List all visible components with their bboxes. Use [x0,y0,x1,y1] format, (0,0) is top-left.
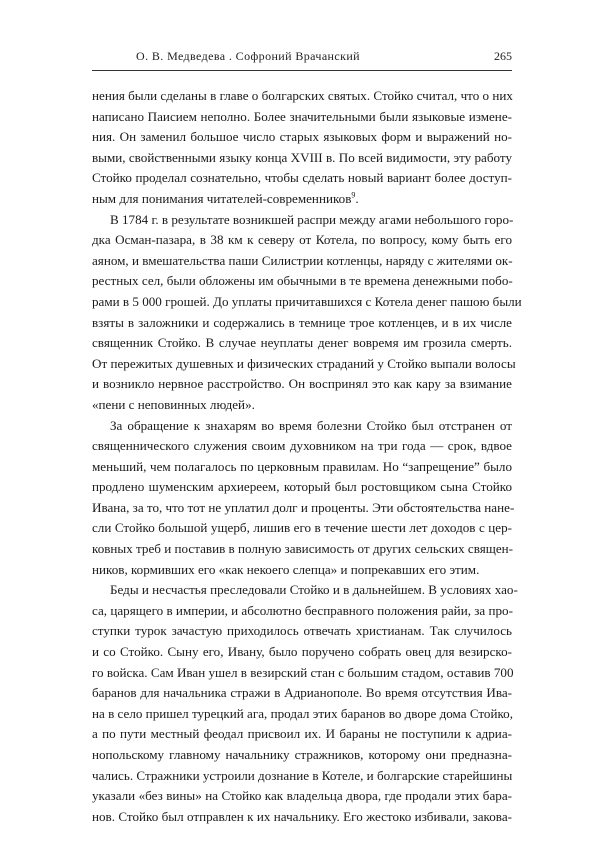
text-line: выми, свойственными языку конца XVIII в. По всей видимости, эту работу [92,149,512,165]
running-title: О. В. Медведева . Софроний Врачанский [136,49,360,63]
sentence-end: . [355,190,359,206]
text-line: ния. Он заменил большое число старых языковых форм и выражений но- [92,129,512,145]
text-line: сли Стойко большой ущерб, лишив его в течение шести лет доходов с цер- [92,520,512,536]
text-line: От пережитых душевных и физических страданий у Стойко выпали волосы [92,355,516,371]
text-line: са, царящего в империи, и абсолютно бесправного положения райи, за про- [92,602,513,618]
text-line: а по пути местный феодал присвоил их. И бараны не поступили к адриа- [92,726,512,742]
text-line: и возникло нервное расстройство. Он воспринял это как кару за взимание [92,376,512,392]
text-line: дка Осман-пазара, в 38 км к северу от Котела, по вопросу, кому быть его [92,232,512,248]
text-line: За обращение к знахарям во время болезни Стойко был отстранен от [110,417,512,433]
text-line: Беды и несчастья преследовали Стойко и в дальнейшем. В условиях хао- [110,582,518,598]
text-line: нения были сделаны в главе о болгарских святых. Стойко считал, что о них [92,88,513,103]
body-text [92,86,522,827]
text-line: «пени с неповинных людей». [92,396,255,412]
text-line: ковных треб и поставив в полную зависимость от других сельских священ- [92,541,513,557]
text-line: аяном, и вмешательства паши Силистрии котленцы, наряду с жителями ок- [92,252,513,268]
text-line: написано Паисием неполно. Более значительными были языковые изменe- [92,108,512,124]
text-line: рами в 5 000 грошей. До уплаты причитавшихся с Котела денег пашою были [92,293,522,309]
paragraph [92,86,512,210]
header-rule [92,70,512,71]
text-line: баранов для начальника стражи в Адрианополе. Во время отсутствия Ива- [92,685,512,701]
text-line: продлено шуменским архиереем, который был ростовщиком сына Стойко [92,479,512,495]
page-number: 265 [494,49,512,63]
running-header [92,44,512,72]
text-line: рестных сел, были обложены им обычными в те времена денежными побо- [92,273,513,289]
text-line: ступки турок зачастую приходилось отвечать христианам. Так случилось [92,623,512,639]
footnote-marker[interactable]: 9 [351,190,356,200]
text-line: чались. Стражники устроили дознание в Котеле, и болгарские старейшины [92,767,513,783]
text-line: го войска. Сам Иван ушел в везирский стан с большим стадом, оставив 700 [92,664,514,680]
text-line: священник Стойко. В случае неуплаты денег вовремя им грозила смерть. [92,335,512,351]
text-line: В 1784 г. в результате возникшей распри между агами небольшого горо- [110,211,514,227]
text-line: нопольскому главному начальнику стражников, которому они предназна- [92,747,512,762]
paragraph [92,580,518,827]
text-line: меньший, чем полагалось по церковным правилам. Но “запрещение” было [92,458,512,474]
text-line: указали «без вины» на Стойко как владельца двора, где продали этих бара- [92,788,512,804]
text-line: нов. Стойко был отправлен к их начальнику. Его жестоко избивали, закова- [92,808,512,824]
text-line: Ивана, за то, что тот не уплатил долг и проценты. Эти обстоятельства нане- [92,499,515,515]
paragraph [92,416,515,581]
text-line: на в село пришел турецкий ага, продал этих баранов во дворе дома Стойко, [92,705,514,721]
text-line: священнического служения своим духовником на три года — срок, вдвое [92,438,512,454]
text-line: взяты в заложники и содержались в темнице трое котленцев, и в их числе [92,314,512,330]
text-line: Стойко проделал сознательно, чтобы сделать новый вариант более доступ- [92,170,512,186]
text-line: ников, кормивших его «как некоего слепца» и попрекавших его этим. [92,561,480,577]
text-line-with-footnote [92,189,512,210]
paragraph [92,210,522,416]
text-line-content: ным для понимания читателей-современников [92,190,352,206]
text-line: и со Стойко. Сыну его, Ивану, было поручено собрать овец для везирско- [92,644,512,660]
